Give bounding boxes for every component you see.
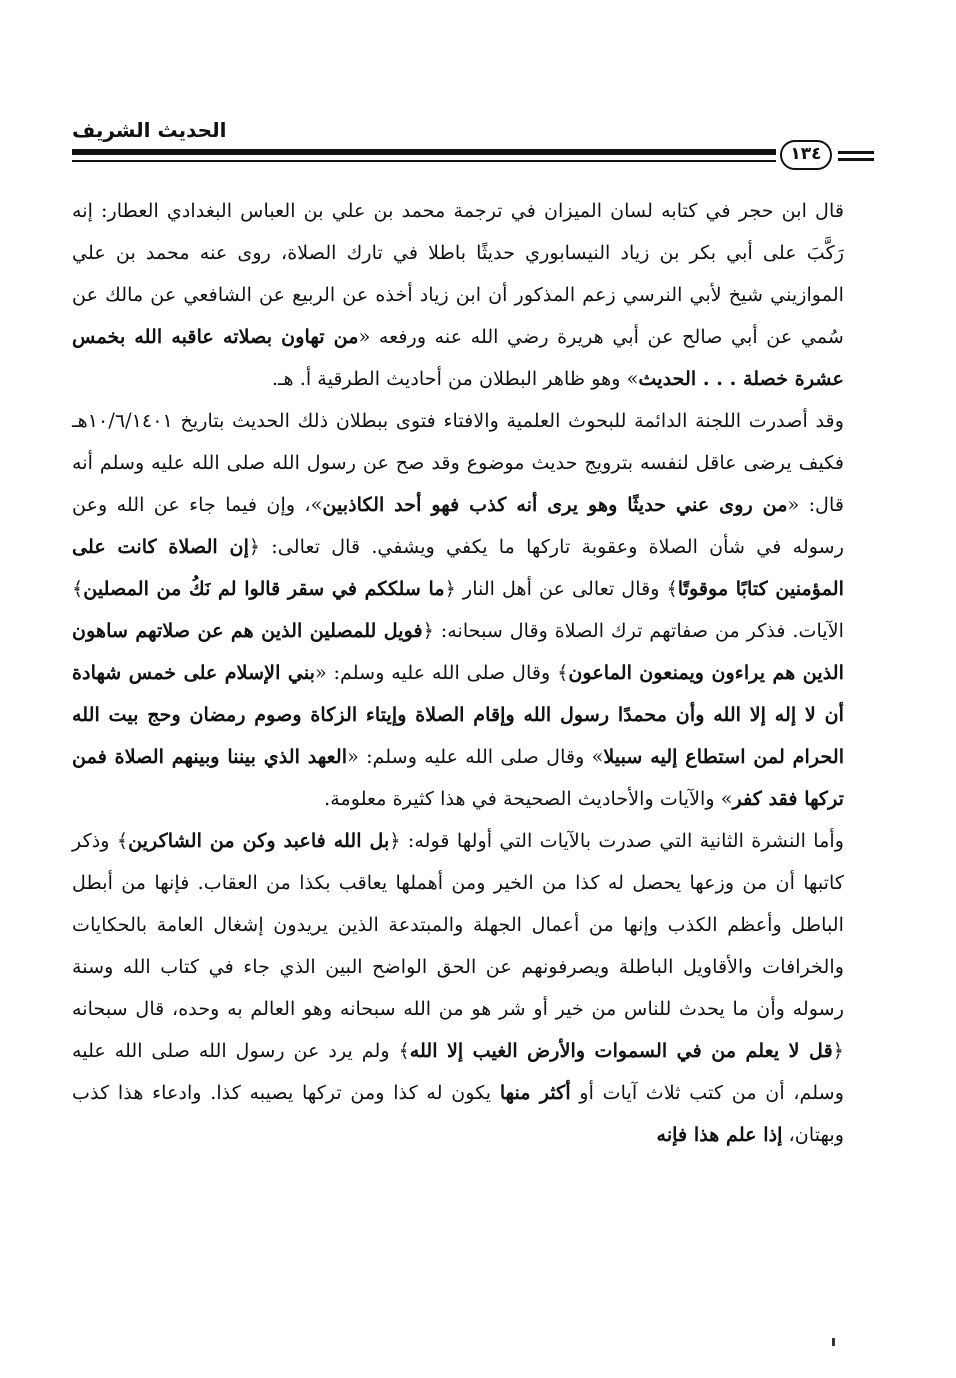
text-segment: ﴾ وقال تعالى عن أهل النار ﴿ — [444, 577, 678, 600]
footer-mark — [832, 1338, 835, 1346]
text-segment: ﴾ الآيات. فذكر من صفاتهم ترك الصلاة وقال سبحانه: ﴿ — [72, 577, 844, 642]
header-rule-right-bottom — [838, 158, 874, 161]
quoted-text-bold: بل الله فاعبد وكن من الشاكرين — [128, 829, 390, 852]
quoted-text-bold: العهد الذي بيننا وبينهم الصلاة فمن تركها فقد كفر — [72, 745, 844, 810]
header-rule-right-top — [838, 151, 874, 154]
quoted-text-bold: إذا علم هذا فإنه — [656, 1123, 783, 1146]
text-segment: ﴾ وقال صلى الله عليه وسلم: « — [314, 661, 569, 684]
quoted-text-bold: من روى عني حديثًا وهو يرى أنه كذب فهو أحد الكاذبين — [322, 493, 788, 516]
text-segment: قال ابن حجر في كتابه لسان الميزان في ترجمة محمد بن علي بن العباس البغدادي العطار: إنه رَكَّبَ على أبي بكر بن زياد النيسابوري حديثًا باطلا في تارك الصلاة، روى عنه محمد بن علي الموازيني شيخ لأبي النرسي زعم المذكور أن ابن زياد أخذه عن الربيع عن الشافعي عن مالك عن سُمي عن أبي صالح عن أبي هريرة رضي الله عنه ورفعه « — [72, 199, 844, 348]
quoted-text-bold: قل لا يعلم من في السموات والأرض الغيب إلا الله — [409, 1039, 833, 1062]
quoted-text-bold: إن الصلاة كانت على المؤمنين كتابًا موقوتًا — [72, 535, 844, 600]
text-segment: » والآيات والأحاديث الصحيحة في هذا كثيرة معلومة. — [324, 787, 733, 810]
text-segment: وقد أصدرت اللجنة الدائمة للبحوث العلمية والافتاء فتوى ببطلان ذلك الحديث بتاريخ ١٠/٦/١٤٠١هـ فكيف يرضى عاقل لنفسه بترويج حديث موضوع وقد صح عن رسول الله صلى الله عليه وسلم أنه قال: « — [72, 409, 845, 516]
text-segment: ﴾ وذكر كاتبها أن من وزعها يحصل له كذا من الخير ومن أهملها يعاقب بكذا من العقاب. فإنها من أبطل الباطل وأعظم الكذب وإنها من أعمال الجهلة والمبتدعة الذين يريدون إشغال العامة بالحكايات والخرافات والأقاويل الباطلة ويصرفونهم عن الحق الواضح البين الذي جاء في كتاب الله وسنة رسوله وأن ما يحدث للناس من خير أو شر هو من الله سبحانه وهو العالم به وحده، قال سبحانه ﴿ — [72, 829, 844, 1062]
text-segment: يكون له كذا ومن تركها يصيبه كذا. وادعاء هذا كذب وبهتان، — [72, 1081, 844, 1146]
header-rule-thin — [72, 160, 776, 162]
text-segment: ﴾ ولم يرد عن رسول الله صلى الله عليه وسلم، أن من كتب ثلاث آيات أو — [72, 1039, 845, 1104]
paragraph-2 — [72, 400, 872, 820]
paragraph-3 — [72, 820, 872, 1156]
header-title: الحديث الشريف — [72, 118, 227, 142]
text-segment: » وقال صلى الله عليه وسلم: « — [347, 745, 604, 768]
quoted-text-bold: ما سلككم في سقر قالوا لم نَكُ من المصلين — [83, 577, 445, 600]
page-number-badge: ١٣٤ — [780, 140, 832, 170]
body-text — [72, 190, 872, 1156]
quoted-text-bold: فويل للمصلين الذين هم عن صلاتهم ساهون الذين هم يراءون ويمنعون الماعون — [72, 619, 844, 684]
text-segment: » وهو ظاهر البطلان من أحاديث الطرقية أ. هـ. — [271, 367, 639, 390]
quoted-text-bold: بني الإسلام على خمس شهادة أن لا إله إلا الله وأن محمدًا رسول الله وإقام الصلاة وإيتاء الزكاة وصوم رمضان وحج بيت الله الحرام لمن استطاع إليه سبيلا — [72, 661, 845, 768]
text-segment: »، وإن فيما جاء عن الله وعن رسوله في شأن الصلاة وعقوبة تاركها ما يكفي ويشفي. قال تعالى: ﴿ — [72, 493, 844, 558]
text-segment: وأما النشرة الثانية التي صدرت بالآيات التي أولها قوله: ﴿ — [389, 829, 845, 852]
paragraph-1 — [72, 190, 872, 400]
quoted-text-bold: من تهاون بصلاته عاقبه الله بخمس عشرة خصلة . . . الحديث — [72, 325, 844, 390]
header-rule-thick — [72, 149, 776, 155]
quoted-text-bold: أكثر منها — [499, 1081, 571, 1104]
